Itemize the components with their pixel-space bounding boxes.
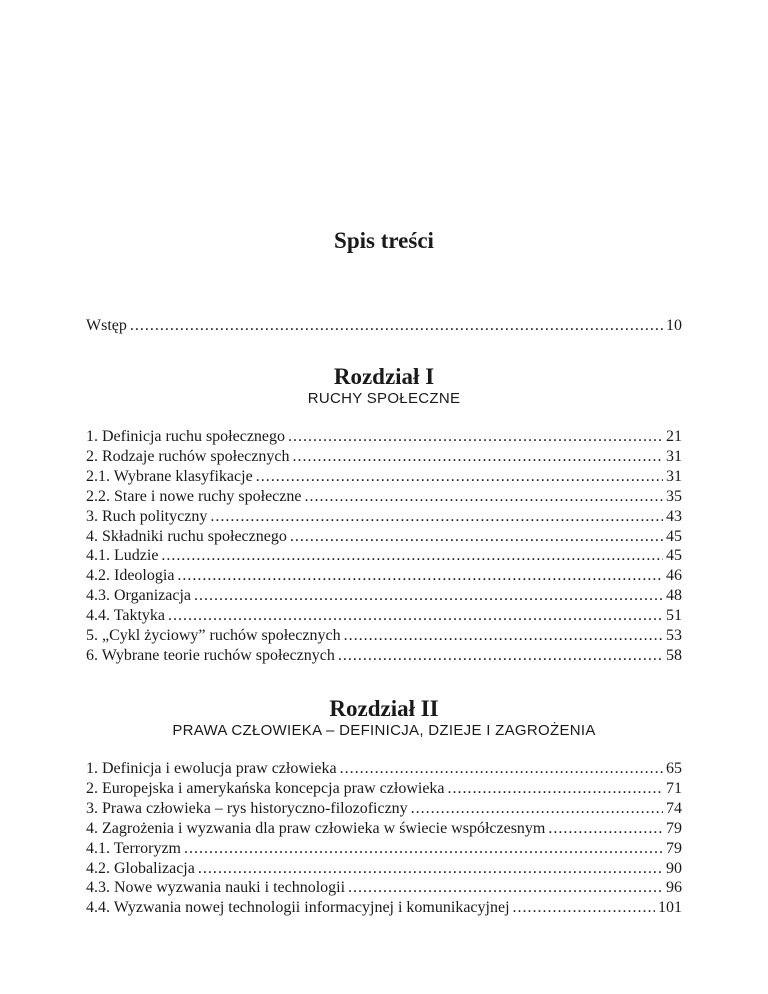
toc-entry-label: 3. Ruch polityczny <box>86 507 208 525</box>
toc-entry-label: 1. Definicja i ewolucja praw człowieka <box>86 760 337 777</box>
toc-entry-page: 65 <box>666 760 682 777</box>
dot-leader <box>292 447 663 467</box>
dot-leader <box>194 586 663 606</box>
toc-entry-page: 48 <box>666 587 682 605</box>
chapter-subtitle: RUCHY SPOŁECZNE <box>307 390 461 407</box>
toc-entry-page: 51 <box>666 607 682 625</box>
toc-entry-page: 96 <box>666 879 682 897</box>
toc-entry-page: 90 <box>666 859 682 877</box>
toc-entry[interactable] <box>86 799 682 819</box>
chapter-subtitle: PRAWA CZŁOWIEKA – DEFINICJA, DZIEJE I ZAGROŻENIA <box>172 722 596 739</box>
dot-leader <box>340 759 663 779</box>
toc-entry-page: 35 <box>666 487 682 505</box>
toc-entry-intro[interactable] <box>86 316 682 336</box>
dot-leader <box>448 779 663 799</box>
toc-entry-page: 101 <box>658 899 682 917</box>
dot-leader <box>338 646 663 666</box>
dot-leader <box>177 566 663 586</box>
dot-leader <box>304 487 663 507</box>
toc-entry[interactable] <box>86 898 682 918</box>
toc-entry-page: 21 <box>666 428 682 445</box>
toc-entry-page: 43 <box>666 507 682 525</box>
toc-entry-page: 31 <box>666 467 682 485</box>
toc-entry-label: 2. Rodzaje ruchów społecznych <box>86 447 290 465</box>
toc-entry-label: 4.2. Globalizacja <box>86 859 195 877</box>
dot-leader <box>290 527 663 547</box>
toc-entry-label: 4.4. Wyzwania nowej technologii informacyjnej i komunikacyjnej <box>86 899 510 917</box>
toc-entry[interactable] <box>86 819 682 839</box>
toc-entry-label: 4.4. Taktyka <box>86 607 166 625</box>
page-title: Spis treści <box>334 228 434 253</box>
toc-entry-label: 4.1. Ludzie <box>86 547 159 565</box>
toc-entry-label: 4.3. Nowe wyzwania nauki i technologii <box>86 879 346 897</box>
toc-entry[interactable] <box>86 626 682 646</box>
toc-entry[interactable] <box>86 586 682 606</box>
toc-entry[interactable] <box>86 566 682 586</box>
toc-entry-page: 71 <box>666 779 682 797</box>
toc-entry[interactable] <box>86 759 682 779</box>
toc-entry-label: 4. Składniki ruchu społecznego <box>86 527 287 545</box>
toc-entry[interactable] <box>86 467 682 487</box>
dot-leader <box>168 606 663 626</box>
toc-entry-page: 31 <box>666 447 682 465</box>
toc-entry-label: 1. Definicja ruchu społecznego <box>86 428 286 445</box>
dot-leader <box>130 316 663 336</box>
toc-entry[interactable] <box>86 779 682 799</box>
toc-entry-label: 2. Europejska i amerykańska koncepcja praw człowieka <box>86 779 445 797</box>
chapter-title: Rozdział I <box>333 364 435 389</box>
toc-entry-label: 4.3. Organizacja <box>86 587 191 605</box>
toc-entry[interactable] <box>86 859 682 879</box>
toc-entry-label: 2.2. Stare i nowe ruchy społeczne <box>86 487 302 505</box>
toc-entry-label: 4.2. Ideologia <box>86 567 175 585</box>
toc-entry[interactable] <box>86 527 682 547</box>
toc-entry-label: 6. Wybrane teorie ruchów społecznych <box>86 646 335 664</box>
dot-leader <box>198 859 663 879</box>
toc-entry-page: 46 <box>666 567 682 585</box>
dot-leader <box>210 507 663 527</box>
toc-entry[interactable] <box>86 447 682 467</box>
toc-entry-label: 2.1. Wybrane klasyfikacje <box>86 467 253 485</box>
toc-entry-label: Wstęp <box>86 317 127 334</box>
toc-entry[interactable] <box>86 427 682 447</box>
toc-entry-page: 53 <box>666 627 682 644</box>
toc-entry[interactable] <box>86 507 682 527</box>
dot-leader <box>513 898 655 918</box>
toc-entry-page: 10 <box>666 317 682 334</box>
toc-entry-label: 3. Prawa człowieka – rys historyczno-filozoficzny <box>86 799 408 817</box>
toc-entry[interactable] <box>86 878 682 898</box>
toc-entry-page: 74 <box>666 799 682 817</box>
dot-leader <box>411 799 663 819</box>
dot-leader <box>344 626 663 646</box>
toc-entry[interactable] <box>86 606 682 626</box>
toc-entry[interactable] <box>86 646 682 666</box>
toc-entry-label: 5. „Cykl życiowy” ruchów społecznych <box>86 627 341 644</box>
toc-entry-page: 79 <box>666 819 682 837</box>
toc-entry-page: 45 <box>666 527 682 545</box>
toc-entry-label: 4. Zagrożenia i wyzwania dla praw człowieka w świecie współczesnym <box>86 819 546 837</box>
dot-leader <box>161 546 663 566</box>
toc-entry[interactable] <box>86 839 682 859</box>
toc-entry[interactable] <box>86 546 682 566</box>
toc-entry-label: 4.1. Terroryzm <box>86 839 181 857</box>
toc-entry-page: 79 <box>666 839 682 857</box>
dot-leader <box>348 878 663 898</box>
toc-entry-page: 45 <box>666 547 682 565</box>
toc-entry[interactable] <box>86 487 682 507</box>
dot-leader <box>548 819 663 839</box>
dot-leader <box>288 427 663 447</box>
toc-entry-page: 58 <box>666 646 682 664</box>
dot-leader <box>184 839 663 859</box>
dot-leader <box>256 467 663 487</box>
chapter-title: Rozdział II <box>329 696 439 721</box>
